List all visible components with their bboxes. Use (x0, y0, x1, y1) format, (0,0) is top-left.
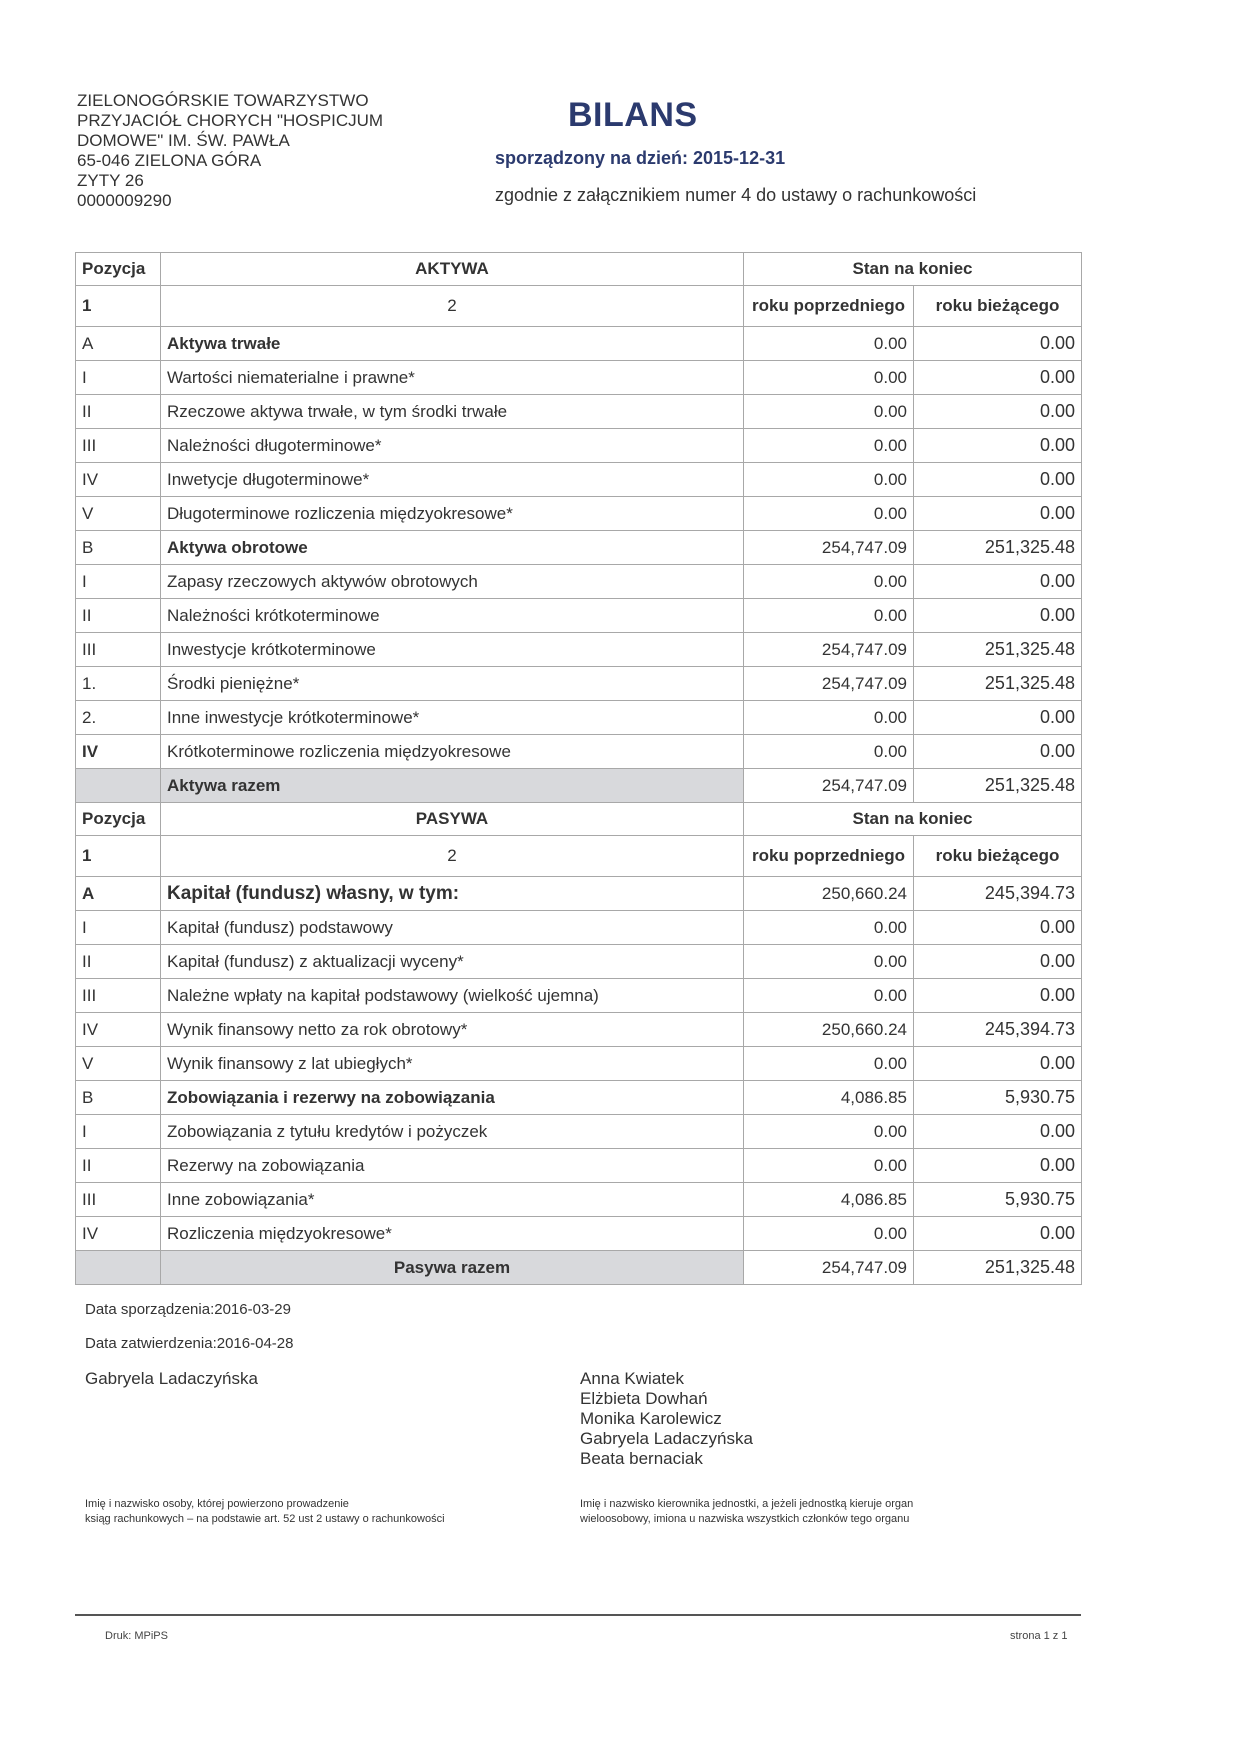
row-value-previous: 0.00 (744, 979, 914, 1013)
row-value-previous: 254,747.09 (744, 633, 914, 667)
table-row (76, 361, 1082, 395)
header-previous-year: roku poprzedniego (744, 286, 914, 327)
row-position: IV (76, 463, 161, 497)
row-name: Zobowiązania z tytułu kredytów i pożyczek (161, 1115, 744, 1149)
row-position: I (76, 565, 161, 599)
table-row (76, 945, 1082, 979)
row-name: Rozliczenia międzyokresowe* (161, 1217, 744, 1251)
footer-divider (75, 1614, 1081, 1616)
board-member: Monika Karolewicz (580, 1409, 722, 1428)
row-value-current: 0.00 (914, 1115, 1082, 1149)
row-position: I (76, 911, 161, 945)
total-empty-cell (76, 769, 161, 803)
table-row (76, 701, 1082, 735)
row-name: Wartości niematerialne i prawne* (161, 361, 744, 395)
total-empty-cell (76, 1251, 161, 1285)
row-value-previous: 254,747.09 (744, 531, 914, 565)
board-member: Gabryela Ladaczyńska (580, 1429, 753, 1448)
table-total-row (76, 769, 1082, 803)
row-name: Należności krótkoterminowe (161, 599, 744, 633)
row-name: Kapitał (fundusz) z aktualizacji wyceny* (161, 945, 744, 979)
row-name: Rzeczowe aktywa trwałe, w tym środki trwałe (161, 395, 744, 429)
row-value-previous: 0.00 (744, 1115, 914, 1149)
row-position: A (76, 327, 161, 361)
row-name: Należne wpłaty na kapitał podstawowy (wielkość ujemna) (161, 979, 744, 1013)
row-value-current: 0.00 (914, 735, 1082, 769)
table-row (76, 565, 1082, 599)
row-value-current: 0.00 (914, 911, 1082, 945)
row-position: II (76, 945, 161, 979)
caption-line: Imię i nazwisko kierownika jednostki, a jeżeli jednostką kieruje organ (580, 1498, 914, 1510)
row-name: Inne zobowiązania* (161, 1183, 744, 1217)
row-value-current: 0.00 (914, 361, 1082, 395)
row-position: 1. (76, 667, 161, 701)
row-position: III (76, 633, 161, 667)
row-position: B (76, 1081, 161, 1115)
legal-basis: zgodnie z załącznikiem numer 4 do ustawy o rachunkowości (495, 185, 977, 205)
row-value-previous: 0.00 (744, 1149, 914, 1183)
row-value-current: 0.00 (914, 979, 1082, 1013)
row-name: Zapasy rzeczowych aktywów obrotowych (161, 565, 744, 599)
table-row (76, 1183, 1082, 1217)
header-pozycja: Pozycja (76, 253, 161, 286)
table-row (76, 1081, 1082, 1115)
row-position: I (76, 1115, 161, 1149)
row-name: Inwetycje długoterminowe* (161, 463, 744, 497)
header-col-number: 1 (76, 286, 161, 327)
row-name: Inne inwestycje krótkoterminowe* (161, 701, 744, 735)
row-position: A (76, 877, 161, 911)
table-row (76, 633, 1082, 667)
print-label: Druk: MPiPS (105, 1630, 168, 1642)
table-row (76, 1217, 1082, 1251)
row-value-previous: 0.00 (744, 497, 914, 531)
row-value-previous: 250,660.24 (744, 877, 914, 911)
row-value-current: 245,394.73 (914, 1013, 1082, 1047)
row-name: Aktywa trwałe (161, 327, 744, 361)
row-value-previous: 254,747.09 (744, 667, 914, 701)
table-row (76, 531, 1082, 565)
row-value-previous: 250,660.24 (744, 1013, 914, 1047)
org-line: ZYTY 26 (77, 171, 144, 190)
row-value-current: 245,394.73 (914, 877, 1082, 911)
header-col-number: 2 (161, 286, 744, 327)
row-value-previous: 0.00 (744, 911, 914, 945)
row-value-current: 0.00 (914, 1047, 1082, 1081)
table-row (76, 463, 1082, 497)
board-member: Anna Kwiatek (580, 1369, 684, 1388)
row-position: V (76, 497, 161, 531)
total-label: Pasywa razem (161, 1251, 744, 1285)
row-value-previous: 4,086.85 (744, 1183, 914, 1217)
table-row (76, 1115, 1082, 1149)
row-position: B (76, 531, 161, 565)
table-row (76, 497, 1082, 531)
org-line: ZIELONOGÓRSKIE TOWARZYSTWO (77, 91, 369, 110)
row-value-current: 0.00 (914, 497, 1082, 531)
row-name: Wynik finansowy z lat ubiegłych* (161, 1047, 744, 1081)
row-position: II (76, 1149, 161, 1183)
caption-line: wieloosobowy, imiona u nazwiska wszystkich członków tego organu (580, 1513, 910, 1525)
total-value-previous: 254,747.09 (744, 769, 914, 803)
organization-address (77, 91, 383, 211)
table-header-row (76, 803, 1082, 836)
board-members (580, 1369, 753, 1469)
row-value-current: 0.00 (914, 463, 1082, 497)
header-col-number: 1 (76, 836, 161, 877)
header-current-year: roku bieżącego (914, 836, 1082, 877)
row-name: Aktywa obrotowe (161, 531, 744, 565)
row-value-current: 251,325.48 (914, 667, 1082, 701)
header-stan-na-koniec: Stan na koniec (744, 803, 1082, 836)
header-pozycja: Pozycja (76, 803, 161, 836)
row-position: III (76, 979, 161, 1013)
row-value-previous: 4,086.85 (744, 1081, 914, 1115)
row-name: Długoterminowe rozliczenia międzyokresowe* (161, 497, 744, 531)
org-line: PRZYJACIÓŁ CHORYCH "HOSPICJUM (77, 111, 384, 130)
table-row (76, 979, 1082, 1013)
row-value-current: 0.00 (914, 701, 1082, 735)
row-name: Kapitał (fundusz) podstawowy (161, 911, 744, 945)
date-prepared: Data sporządzenia:2016-03-29 (85, 1301, 291, 1318)
table-row (76, 395, 1082, 429)
row-value-current: 0.00 (914, 565, 1082, 599)
table-header-row (76, 286, 1082, 327)
row-value-current: 0.00 (914, 1149, 1082, 1183)
row-value-previous: 0.00 (744, 1047, 914, 1081)
row-value-previous: 0.00 (744, 429, 914, 463)
board-member: Beata bernaciak (580, 1449, 703, 1468)
row-value-previous: 0.00 (744, 1217, 914, 1251)
table-row (76, 1149, 1082, 1183)
row-position: IV (76, 1013, 161, 1047)
row-position: I (76, 361, 161, 395)
date-approved: Data zatwierdzenia:2016-04-28 (85, 1335, 294, 1352)
row-value-current: 0.00 (914, 599, 1082, 633)
table-row (76, 429, 1082, 463)
header-current-year: roku bieżącego (914, 286, 1082, 327)
header-previous-year: roku poprzedniego (744, 836, 914, 877)
row-value-current: 5,930.75 (914, 1183, 1082, 1217)
document-date: sporządzony na dzień: 2015-12-31 (495, 148, 786, 168)
table-row (76, 599, 1082, 633)
table-row (76, 877, 1082, 911)
total-value-previous: 254,747.09 (744, 1251, 914, 1285)
row-value-previous: 0.00 (744, 735, 914, 769)
row-position: II (76, 395, 161, 429)
row-value-previous: 0.00 (744, 463, 914, 497)
header-col-number: 2 (161, 836, 744, 877)
row-position: II (76, 599, 161, 633)
bookkeeper-name: Gabryela Ladaczyńska (85, 1369, 258, 1388)
org-line: DOMOWE" IM. ŚW. PAWŁA (77, 131, 290, 150)
table-row (76, 1013, 1082, 1047)
row-position: IV (76, 735, 161, 769)
row-position: V (76, 1047, 161, 1081)
board-caption (580, 1497, 1020, 1527)
balance-sheet-body (76, 253, 1082, 1285)
page-number: strona 1 z 1 (1010, 1630, 1068, 1642)
table-header-row (76, 836, 1082, 877)
document-title: BILANS (568, 96, 698, 134)
row-position: III (76, 1183, 161, 1217)
org-line: 65-046 ZIELONA GÓRA (77, 151, 262, 170)
row-name: Krótkoterminowe rozliczenia międzyokresowe (161, 735, 744, 769)
total-value-current: 251,325.48 (914, 769, 1082, 803)
row-name: Środki pieniężne* (161, 667, 744, 701)
total-label: Aktywa razem (161, 769, 744, 803)
bookkeeper-caption (85, 1497, 565, 1527)
table-row (76, 327, 1082, 361)
row-position: 2. (76, 701, 161, 735)
row-value-current: 0.00 (914, 429, 1082, 463)
header-section-name: AKTYWA (161, 253, 744, 286)
row-position: IV (76, 1217, 161, 1251)
header-stan-na-koniec: Stan na koniec (744, 253, 1082, 286)
table-total-row (76, 1251, 1082, 1285)
row-value-current: 251,325.48 (914, 531, 1082, 565)
row-name: Zobowiązania i rezerwy na zobowiązania (161, 1081, 744, 1115)
balance-sheet-table (75, 252, 1082, 1285)
row-value-current: 0.00 (914, 395, 1082, 429)
row-value-previous: 0.00 (744, 361, 914, 395)
table-row (76, 667, 1082, 701)
table-row (76, 911, 1082, 945)
row-name: Rezerwy na zobowiązania (161, 1149, 744, 1183)
row-value-current: 0.00 (914, 327, 1082, 361)
row-value-current: 5,930.75 (914, 1081, 1082, 1115)
row-name: Wynik finansowy netto za rok obrotowy* (161, 1013, 744, 1047)
row-value-previous: 0.00 (744, 327, 914, 361)
table-row (76, 735, 1082, 769)
row-name: Kapitał (fundusz) własny, w tym: (161, 877, 744, 911)
row-name: Inwestycje krótkoterminowe (161, 633, 744, 667)
header-section-name: PASYWA (161, 803, 744, 836)
board-member: Elżbieta Dowhań (580, 1389, 708, 1408)
row-value-current: 251,325.48 (914, 633, 1082, 667)
caption-line: Imię i nazwisko osoby, której powierzono prowadzenie (85, 1498, 349, 1510)
table-header-row (76, 253, 1082, 286)
total-value-current: 251,325.48 (914, 1251, 1082, 1285)
row-value-previous: 0.00 (744, 945, 914, 979)
caption-line: ksiąg rachunkowych – na podstawie art. 52 ust 2 ustawy o rachunkowości (85, 1513, 445, 1525)
row-value-previous: 0.00 (744, 565, 914, 599)
org-line: 0000009290 (77, 191, 172, 210)
row-value-current: 0.00 (914, 945, 1082, 979)
row-position: III (76, 429, 161, 463)
row-value-previous: 0.00 (744, 599, 914, 633)
row-value-previous: 0.00 (744, 395, 914, 429)
table-row (76, 1047, 1082, 1081)
row-name: Należności długoterminowe* (161, 429, 744, 463)
row-value-current: 0.00 (914, 1217, 1082, 1251)
row-value-previous: 0.00 (744, 701, 914, 735)
